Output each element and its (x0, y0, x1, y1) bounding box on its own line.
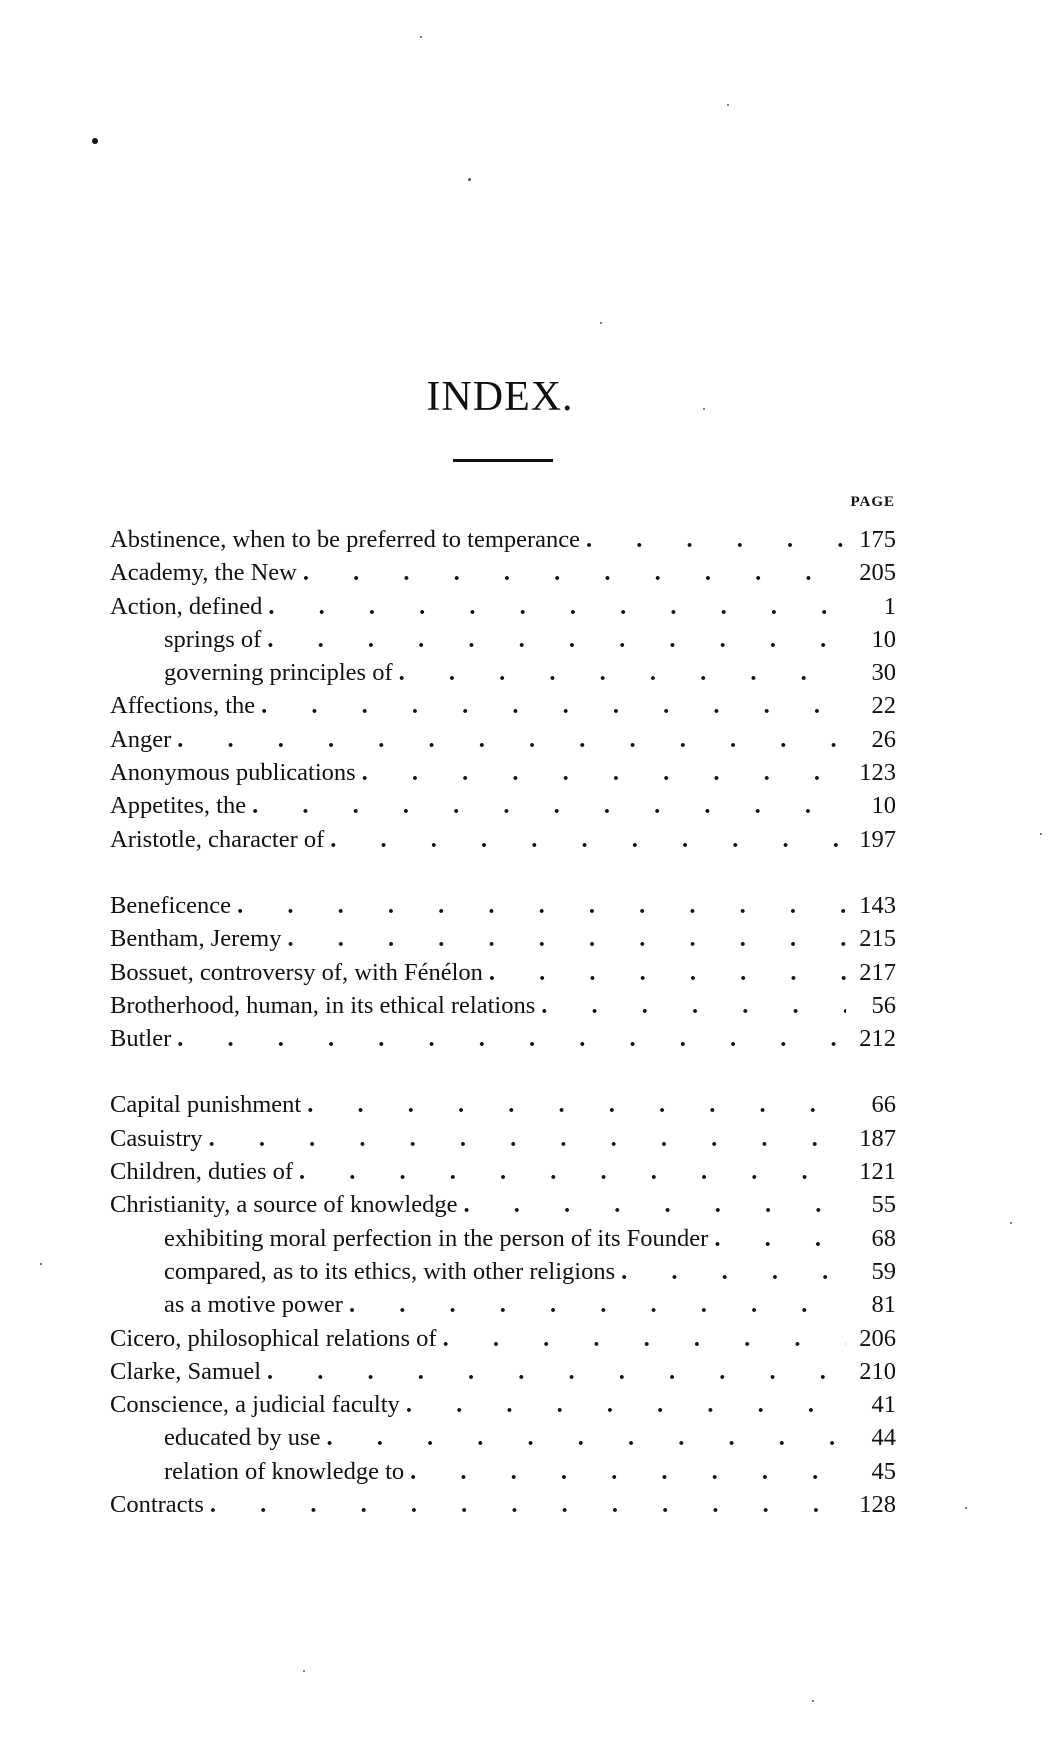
scan-speck (703, 408, 705, 410)
dot-leader (326, 1421, 846, 1454)
index-entry (110, 556, 896, 589)
dot-leader (406, 1388, 846, 1421)
index-entry (110, 523, 896, 556)
scan-speck (965, 1507, 967, 1509)
index-entry (110, 689, 896, 722)
entry-term: Action, defined (110, 592, 263, 620)
index-entry (110, 1188, 896, 1221)
entry-term: Academy, the New (110, 559, 297, 587)
dot-leader (303, 556, 846, 589)
entry-term: Brotherhood, human, in its ethical relations (110, 991, 536, 1019)
entry-term: Capital punishment (110, 1091, 302, 1119)
entry-page: 215 (859, 925, 896, 953)
index-entry (110, 956, 896, 989)
entry-page: 212 (859, 1025, 896, 1053)
title-rule (453, 459, 553, 462)
entry-term: Children, duties of (110, 1158, 294, 1186)
entry-page: 45 (871, 1457, 896, 1485)
scan-speck (600, 322, 602, 324)
dot-leader (330, 823, 846, 856)
index-entry (110, 756, 896, 789)
dot-leader (268, 590, 846, 623)
entry-term: Abstinence, when to be preferred to temperance (110, 526, 581, 553)
scan-speck (1040, 833, 1042, 835)
entry-page: 128 (859, 1491, 896, 1519)
entry-term: Appetites, the (110, 792, 247, 820)
index-entry (110, 1322, 896, 1355)
entry-page: 10 (871, 792, 896, 820)
index-group-b (110, 889, 896, 1055)
dot-leader (349, 1288, 846, 1321)
entry-page: 55 (871, 1191, 896, 1219)
entry-term: Bentham, Jeremy (110, 925, 282, 953)
index-entry (110, 1388, 896, 1421)
entry-term: governing principles of (164, 659, 393, 687)
entry-term: educated by use (164, 1424, 321, 1452)
entry-page: 41 (871, 1391, 896, 1419)
dot-leader (714, 1222, 846, 1255)
page-column-label: PAGE (850, 494, 895, 510)
dot-leader (541, 989, 846, 1022)
entry-term: Affections, the (110, 692, 256, 720)
entry-page: 59 (871, 1257, 896, 1285)
index-group-a (110, 523, 896, 856)
entry-page: 187 (859, 1124, 896, 1152)
dot-leader (463, 1188, 846, 1221)
entry-term: Cicero, philosophical relations of (110, 1324, 437, 1352)
entry-term: exhibiting moral perfection in the person of its Founder (164, 1224, 709, 1252)
entry-term: Christianity, a source of knowledge (110, 1191, 458, 1219)
entry-page: 210 (859, 1357, 896, 1385)
dot-leader (177, 723, 846, 756)
index-entry (110, 1088, 896, 1121)
index-entry (110, 1355, 896, 1388)
entry-term: Aristotle, character of (110, 825, 325, 853)
index-subentry (110, 1421, 896, 1454)
index-entry (110, 922, 896, 955)
entry-page: 22 (871, 692, 896, 720)
index-list (110, 523, 896, 1554)
dot-leader (177, 1022, 846, 1055)
dot-leader (410, 1455, 846, 1488)
entry-page: 56 (871, 991, 896, 1019)
dot-leader (621, 1255, 846, 1288)
index-subentry (110, 1222, 896, 1255)
dot-leader (399, 656, 846, 689)
entry-page: 81 (871, 1291, 896, 1319)
dot-leader (261, 689, 846, 722)
entry-term: Contracts (110, 1491, 204, 1519)
dot-leader (443, 1322, 846, 1355)
index-subentry (110, 1288, 896, 1321)
scan-speck (1010, 1222, 1012, 1224)
entry-page: 121 (859, 1158, 896, 1186)
entry-term: Conscience, a judicial faculty (110, 1391, 400, 1419)
entry-page: 30 (871, 659, 896, 687)
index-subentry (110, 1255, 896, 1288)
dot-leader (489, 956, 846, 989)
page-title: INDEX. (426, 374, 574, 420)
dot-leader (237, 889, 846, 922)
dot-leader (267, 623, 846, 656)
scan-speck (92, 138, 98, 144)
dot-leader (287, 922, 846, 955)
entry-page: 10 (871, 625, 896, 653)
index-entry (110, 1155, 896, 1188)
index-subentry (110, 1455, 896, 1488)
entry-term: Bossuet, controversy of, with Fénélon (110, 958, 483, 986)
entry-page: 143 (859, 891, 896, 919)
scan-speck (40, 1263, 42, 1265)
entry-page: 68 (871, 1224, 896, 1252)
index-entry (110, 590, 896, 623)
entry-term: as a motive power (164, 1291, 343, 1319)
index-entry (110, 1488, 896, 1521)
dot-leader (210, 1488, 846, 1521)
index-subentry (110, 623, 896, 656)
entry-term: compared, as to its ethics, with other religions (164, 1257, 616, 1285)
entry-term: springs of (164, 625, 262, 653)
entry-term: Anger (110, 725, 172, 753)
index-entry (110, 789, 896, 822)
entry-page: 123 (859, 759, 896, 787)
entry-term: Casuistry (110, 1124, 203, 1152)
entry-term: relation of knowledge to (164, 1457, 405, 1485)
entry-term: Anonymous publications (110, 759, 356, 787)
dot-leader (252, 789, 846, 822)
entry-page: 44 (871, 1424, 896, 1452)
index-entry (110, 1122, 896, 1155)
index-entry (110, 989, 896, 1022)
index-entry (110, 1022, 896, 1055)
entry-page: 217 (859, 958, 896, 986)
entry-term: Clarke, Samuel (110, 1357, 262, 1385)
scan-speck (468, 178, 471, 181)
dot-leader (586, 523, 846, 556)
index-entry (110, 823, 896, 856)
entry-page: 175 (859, 526, 896, 553)
entry-term: Butler (110, 1025, 172, 1053)
entry-page: 66 (871, 1091, 896, 1119)
index-entry (110, 889, 896, 922)
index-subentry (110, 656, 896, 689)
scan-speck (420, 36, 422, 38)
dot-leader (307, 1088, 846, 1121)
entry-term: Beneficence (110, 891, 232, 919)
dot-leader (362, 756, 846, 789)
scan-speck (303, 1670, 305, 1672)
entry-page: 205 (859, 559, 896, 587)
index-group-c (110, 1088, 896, 1521)
index-entry (110, 723, 896, 756)
entry-page: 26 (871, 725, 896, 753)
entry-page: 1 (883, 592, 896, 620)
scan-speck (812, 1700, 814, 1702)
dot-leader (267, 1355, 846, 1388)
dot-leader (209, 1122, 846, 1155)
scan-speck (727, 104, 729, 106)
entry-page: 206 (859, 1324, 896, 1352)
entry-page: 197 (859, 825, 896, 853)
dot-leader (299, 1155, 846, 1188)
